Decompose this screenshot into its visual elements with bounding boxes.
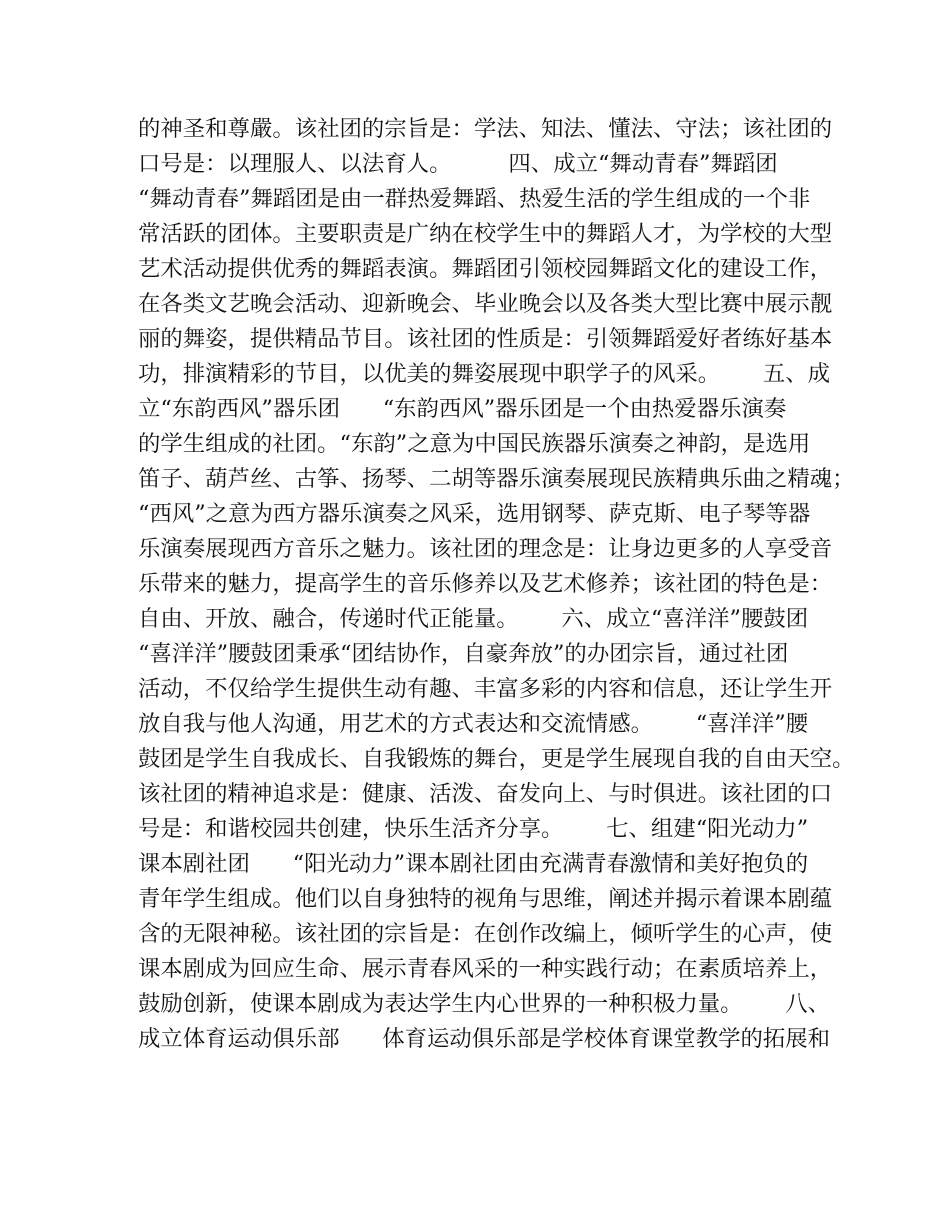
text-line: 乐演奏展现西方音乐之魅力。该社团的理念是：让身边更多的人享受音 xyxy=(138,536,833,562)
text-line: 成立体育运动俱乐部 体育运动俱乐部是学校体育课堂教学的拓展和 xyxy=(138,1026,831,1052)
text-line: 该社团的精神追求是：健康、活泼、奋发向上、与时俱进。该社团的口 xyxy=(138,781,833,807)
text-line: 笛子、葫芦丝、古筝、扬琴、二胡等器乐演奏展现民族精典乐曲之精魂； xyxy=(138,466,855,492)
text-line: 课本剧成为回应生命、展示青春风采的一种实践行动；在素质培养上， xyxy=(138,956,833,982)
text-line: 青年学生组成。他们以自身独特的视角与思维，阐述并揭示着课本剧蕴 xyxy=(138,886,833,912)
text-line: 艺术活动提供优秀的舞蹈表演。舞蹈团引领校园舞蹈文化的建设工作， xyxy=(138,256,833,282)
text-line: 号是：和谐校园共创建，快乐生活齐分享。 七、组建“阳光动力” xyxy=(138,816,809,842)
text-line: 课本剧社团 “阳光动力”课本剧社团由充满青春激情和美好抱负的 xyxy=(138,851,809,877)
text-line: 口号是：以理服人、以法育人。 四、成立“舞动青春”舞蹈团 xyxy=(138,151,778,177)
text-line: 乐带来的魅力，提高学生的音乐修养以及艺术修养；该社团的特色是： xyxy=(138,571,833,597)
text-line: “喜洋洋”腰鼓团秉承“团结协作，自豪奔放”的办团宗旨，通过社团 xyxy=(138,641,789,667)
text-line: 功，排演精彩的节目，以优美的舞姿展现中职学子的风采。 五、成 xyxy=(138,361,831,387)
text-line: 立“东韵西风”器乐团 “东韵西风”器乐团是一个由热爱器乐演奏 xyxy=(138,396,787,422)
text-line: “西风”之意为西方器乐演奏之风采，选用钢琴、萨克斯、电子琴等器 xyxy=(138,501,811,527)
text-line: 常活跃的团体。主要职责是广纳在校学生中的舞蹈人才，为学校的大型 xyxy=(138,221,833,247)
text-line: 放自我与他人沟通，用艺术的方式表达和交流情感。 “喜洋洋”腰 xyxy=(138,711,809,737)
text-line: 丽的舞姿，提供精品节目。该社团的性质是：引领舞蹈爱好者练好基本 xyxy=(138,326,833,352)
text-line: 在各类文艺晚会活动、迎新晚会、毕业晚会以及各类大型比赛中展示靓 xyxy=(138,291,833,317)
text-line: 的学生组成的社团。“东韵”之意为中国民族器乐演奏之神韵，是选用 xyxy=(138,431,811,457)
text-line: 鼓团是学生自我成长、自我锻炼的舞台，更是学生展现自我的自由天空。 xyxy=(138,746,855,772)
text-line: “舞动青春”舞蹈团是由一群热爱舞蹈、热爱生活的学生组成的一个非 xyxy=(138,186,811,212)
text-line: 的神圣和尊嚴。该社团的宗旨是：学法、知法、懂法、守法；该社团的 xyxy=(138,116,833,142)
text-line: 含的无限神秘。该社团的宗旨是：在创作改编上，倾听学生的心声，使 xyxy=(138,921,833,947)
text-line: 自由、开放、融合，传递时代正能量。 六、成立“喜洋洋”腰鼓团 xyxy=(138,606,809,632)
body-text xyxy=(138,112,855,1057)
text-line: 活动，不仅给学生提供生动有趣、丰富多彩的内容和信息，还让学生开 xyxy=(138,676,833,702)
text-line: 鼓励创新，使课本剧成为表达学生内心世界的一种积极力量。 八、 xyxy=(138,991,831,1017)
